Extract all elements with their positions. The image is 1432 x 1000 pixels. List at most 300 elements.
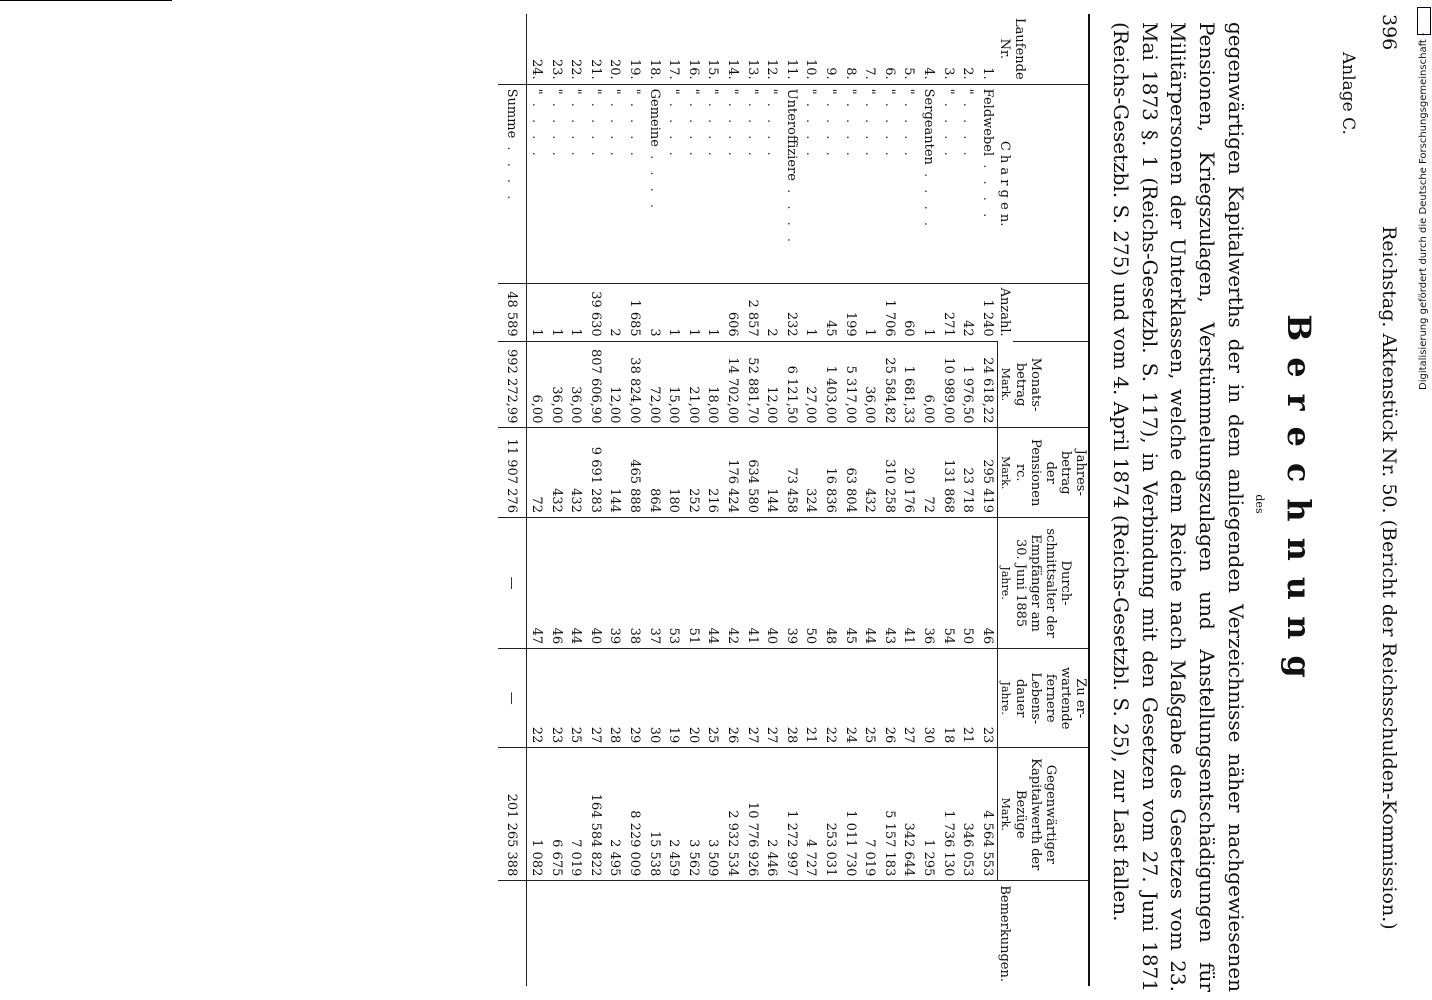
monats-label: Monats-betrag (1013, 357, 1043, 412)
row-lebensdauer: 23 (977, 649, 997, 748)
row-alter: 50 (801, 517, 821, 648)
row-number: 9. (822, 67, 838, 80)
row-lebensdauer: 28 (605, 649, 625, 748)
sum-alter: — (498, 517, 527, 648)
row-kapitalwerth: 5 157 183 (879, 748, 899, 881)
table-row (644, 14, 664, 986)
row-jahresbetrag: 432 (546, 428, 566, 518)
row-charge (586, 84, 606, 283)
leader-dots: . . . . (940, 94, 956, 160)
unit-kapital: Mark. (998, 748, 1014, 881)
row-lebensdauer: 21 (958, 649, 978, 748)
table-row (664, 14, 684, 986)
row-kapitalwerth: 346 053 (958, 748, 978, 881)
row-bemerkung (742, 881, 762, 986)
charge-label: " (666, 88, 682, 95)
row-charge (723, 84, 743, 283)
header-bemerkungen: Bemerkungen. (998, 881, 1090, 986)
header-alter: Durch-schnittsalter der Empfänger am 30. Juni 1885 (1013, 517, 1089, 648)
row-alter: 44 (703, 517, 723, 648)
row-kapitalwerth: 3 562 (684, 748, 704, 881)
row-bemerkung (958, 881, 978, 986)
row-alter: 37 (644, 517, 664, 648)
row-monatsbetrag: 12,00 (605, 341, 625, 428)
row-lebensdauer: 21 (801, 649, 821, 748)
row-bemerkung (801, 881, 821, 986)
row-number: 3. (940, 67, 956, 80)
row-bemerkung (762, 881, 782, 986)
row-monatsbetrag: 12,00 (762, 341, 782, 428)
row-jahresbetrag: 180 (664, 428, 684, 518)
row-jahresbetrag: 864 (644, 428, 664, 518)
row-charge (703, 84, 723, 283)
row-jahresbetrag: 176 424 (723, 428, 743, 518)
row-kapitalwerth: 10 776 926 (742, 748, 762, 881)
row-jahresbetrag: 9 691 283 (586, 428, 606, 518)
row-number: 17. (666, 58, 682, 80)
charge-label: " (803, 88, 819, 95)
row-charge (977, 84, 997, 283)
row-jahresbetrag: 324 (801, 428, 821, 518)
row-monatsbetrag: 15,00 (664, 341, 684, 428)
row-anzahl: 271 (938, 283, 958, 341)
header-nr: Laufende Nr. (998, 14, 1090, 84)
top-rule (0, 0, 172, 1)
sum-bem-cell (498, 881, 527, 986)
row-jahresbetrag: 72 (526, 428, 546, 518)
row-monatsbetrag: 6 121,50 (781, 341, 801, 428)
row-bemerkung (938, 881, 958, 986)
sum-nr-cell (498, 14, 527, 84)
row-kapitalwerth: 15 538 (644, 748, 664, 881)
table-row (801, 14, 821, 986)
title-connector: des (1253, 494, 1266, 514)
row-anzahl: 199 (840, 283, 860, 341)
row-number: 21. (587, 58, 603, 80)
row-kapitalwerth: 1 295 (919, 748, 939, 881)
row-kapitalwerth: 2 932 534 (723, 748, 743, 881)
row-charge (879, 84, 899, 283)
leader-dots: . . . . (646, 146, 662, 213)
leader-dots: . . . . (920, 164, 936, 230)
unit-lebensdauer: Jahre. (998, 649, 1014, 748)
row-charge (840, 84, 860, 283)
table-row (625, 14, 645, 986)
row-charge (566, 84, 586, 283)
charge-label: " (842, 88, 858, 95)
row-bemerkung (840, 881, 860, 986)
charge-label: Unteroffiziere (783, 88, 799, 181)
charge-label: " (881, 88, 897, 95)
row-bemerkung (723, 881, 743, 986)
row-charge (742, 84, 762, 283)
row-anzahl: 2 (762, 283, 782, 341)
row-alter: 36 (919, 517, 939, 648)
row-lebensdauer: 27 (899, 649, 919, 748)
row-monatsbetrag: 72,00 (644, 341, 664, 428)
leader-dots: . . . . (960, 94, 976, 160)
jahres-label: Jahres-betrag (1058, 449, 1088, 496)
table-row (977, 14, 997, 986)
watermark-text: Digitalisierung gefördert durch die Deutsche Forschungsgemeinschaft - (1418, 32, 1429, 390)
charge-label: " (862, 88, 878, 95)
row-alter: 46 (546, 517, 566, 648)
table-row (821, 14, 841, 986)
row-jahresbetrag: 634 580 (742, 428, 762, 518)
leader-dots: . . . . (607, 94, 623, 160)
charge-label: " (901, 88, 917, 95)
row-lebensdauer: 20 (684, 649, 704, 748)
charge-label: " (607, 88, 623, 95)
row-anzahl: 1 240 (977, 283, 997, 341)
running-header (1372, 14, 1400, 994)
row-alter: 38 (625, 517, 645, 648)
unit-monats: Mark. (998, 341, 1014, 428)
row-anzahl: 2 (605, 283, 625, 341)
row-kapitalwerth: 1 272 997 (781, 748, 801, 881)
row-number: 14. (724, 58, 740, 80)
row-kapitalwerth: 7 019 (860, 748, 880, 881)
header-monatsbetrag (1013, 341, 1089, 428)
row-lebensdauer: 27 (742, 649, 762, 748)
row-anzahl: 1 (860, 283, 880, 341)
row-lebensdauer: 24 (840, 649, 860, 748)
row-alter: 40 (586, 517, 606, 648)
row-jahresbetrag: 310 258 (879, 428, 899, 518)
row-jahresbetrag: 20 176 (899, 428, 919, 518)
row-jahresbetrag: 16 836 (821, 428, 841, 518)
row-anzahl: 1 (684, 283, 704, 341)
row-alter: 53 (664, 517, 684, 648)
header-lebensdauer: Zu er-wartende fernere Lebens-dauer (1013, 649, 1089, 748)
row-alter: 43 (879, 517, 899, 648)
charge-label: " (724, 88, 740, 95)
row-charge (821, 84, 841, 283)
intro-paragraph: gegenwärtigen Kapitalwerths der in dem anliegenden Verzeichnisse näher nachgewiesenen Pensionen, Kriegszulagen, Verstümmelungszulagen und Anstellungsentschädigungen für Militärpersonen der Unterklassen, welche dem Reiche nach Maßgabe des Gesetzes vom 23. Mai 1873 §. 1 (Reichs-Gesetzbl. S. 117), in Verbindung mit den Gesetzen vom 27. Juni 1871 (Reichs-Gesetzbl. S. 275) und vom 4. April 1874 (Reichs-Gesetzbl. S. 25), zur Last fallen. (1108, 22, 1248, 992)
table-row (742, 14, 762, 986)
sum-dauer: — (498, 649, 527, 748)
leader-dots: . . . . (685, 94, 701, 160)
table-row (879, 14, 899, 986)
table-row (526, 14, 546, 986)
row-charge (801, 84, 821, 283)
row-lebensdauer: 27 (586, 649, 606, 748)
row-number: 22. (568, 58, 584, 80)
row-alter: 48 (821, 517, 841, 648)
row-bemerkung (684, 881, 704, 986)
row-number: 24. (529, 58, 545, 80)
row-charge (899, 84, 919, 283)
leader-dots: . . . . (842, 94, 858, 160)
charge-label: " (960, 88, 976, 95)
leader-dots: . . . . (587, 94, 603, 160)
row-number: 23. (548, 58, 564, 80)
row-anzahl: 1 (546, 283, 566, 341)
row-number: 19. (627, 58, 643, 80)
sum-monats: 992 272,99 (498, 341, 527, 428)
row-lebensdauer: 25 (566, 649, 586, 748)
row-number: 16. (685, 58, 701, 80)
row-number: 20. (607, 58, 623, 80)
table-row (899, 14, 919, 986)
header-anzahl: Anzahl. (998, 283, 1090, 341)
row-charge (546, 84, 566, 283)
row-monatsbetrag: 36,00 (566, 341, 586, 428)
header-kapitalwerth: Gegenwärtiger Kapitalwerth der Bezüge (1013, 748, 1089, 881)
table-row (605, 14, 625, 986)
row-jahresbetrag: 432 (566, 428, 586, 518)
row-jahresbetrag: 73 458 (781, 428, 801, 518)
anlage-label: Anlage C. (1338, 52, 1358, 135)
row-monatsbetrag: 38 824,00 (625, 341, 645, 428)
charge-label: " (587, 88, 603, 95)
row-anzahl: 2 857 (742, 283, 762, 341)
leader-dots: . . . . (724, 94, 740, 160)
page-number: 396 (1378, 14, 1400, 51)
row-monatsbetrag: 25 584,82 (879, 341, 899, 428)
table-row (723, 14, 743, 986)
row-number: 7. (862, 67, 878, 80)
header-jahresbetrag (1013, 428, 1089, 518)
pensionen-label: der Pensionen rc. (1013, 439, 1058, 507)
document-title: Berechnung (1280, 314, 1318, 694)
row-charge (526, 84, 546, 283)
row-kapitalwerth: 3 509 (703, 748, 723, 881)
row-kapitalwerth: 6 675 (546, 748, 566, 881)
row-bemerkung (879, 881, 899, 986)
charge-label: " (764, 88, 780, 95)
row-anzahl: 60 (899, 283, 919, 341)
table-row (860, 14, 880, 986)
row-kapitalwerth: 1 736 130 (938, 748, 958, 881)
leader-dots: . . . . (901, 94, 917, 160)
row-lebensdauer: 27 (762, 649, 782, 748)
row-anzahl: 1 (919, 283, 939, 341)
sum-label (498, 84, 527, 283)
row-jahresbetrag: 144 (762, 428, 782, 518)
row-monatsbetrag: 36,00 (860, 341, 880, 428)
row-bemerkung (919, 881, 939, 986)
leader-dots: . . . . (744, 94, 760, 160)
row-charge (644, 84, 664, 283)
unit-jahres: Mark. (998, 428, 1014, 518)
row-anzahl: 1 (801, 283, 821, 341)
row-charge (684, 84, 704, 283)
row-alter: 51 (684, 517, 704, 648)
row-jahresbetrag: 131 868 (938, 428, 958, 518)
leader-dots: . . . . (529, 94, 545, 160)
row-charge (938, 84, 958, 283)
row-bemerkung (605, 881, 625, 986)
row-bemerkung (664, 881, 684, 986)
row-jahresbetrag: 252 (684, 428, 704, 518)
sum-anzahl: 48 589 (498, 283, 527, 341)
charge-label: " (568, 88, 584, 95)
row-kapitalwerth: 164 584 822 (586, 748, 606, 881)
unit-alter: Jahre. (998, 517, 1014, 648)
row-anzahl: 606 (723, 283, 743, 341)
row-lebensdauer: 18 (938, 649, 958, 748)
row-lebensdauer: 25 (860, 649, 880, 748)
row-charge (664, 84, 684, 283)
leader-dots: . . . . (881, 94, 897, 160)
table-row (703, 14, 723, 986)
table-row (762, 14, 782, 986)
row-jahresbetrag: 216 (703, 428, 723, 518)
sum-label-text: Summe (504, 88, 520, 139)
charge-label: Sergeanten (920, 88, 936, 165)
row-anzahl: 1 (703, 283, 723, 341)
row-alter: 44 (860, 517, 880, 648)
row-number: 2. (960, 67, 976, 80)
leader-dots: . . . . (568, 94, 584, 160)
running-title: Reichstag. Aktenstück Nr. 50. (Bericht der Reichsschulden-Kommission.) (1378, 226, 1400, 930)
row-kapitalwerth: 4 564 553 (977, 748, 997, 881)
row-anzahl: 39 630 (586, 283, 606, 341)
row-monatsbetrag: 1 976,50 (958, 341, 978, 428)
row-anzahl: 1 685 (625, 283, 645, 341)
row-alter: 50 (958, 517, 978, 648)
leader-dots: . . . . (979, 156, 995, 222)
row-monatsbetrag: 6,00 (919, 341, 939, 428)
row-anzahl: 3 (644, 283, 664, 341)
row-lebensdauer: 22 (821, 649, 841, 748)
charge-label: " (705, 88, 721, 95)
row-monatsbetrag: 52 881,70 (742, 341, 762, 428)
row-number: 1. (979, 67, 995, 80)
row-anzahl: 45 (821, 283, 841, 341)
leader-dots: . . . . (822, 94, 838, 160)
row-charge (762, 84, 782, 283)
sum-kapital: 201 265 388 (498, 748, 527, 881)
row-kapitalwerth: 342 644 (899, 748, 919, 881)
row-number: 10. (803, 58, 819, 80)
charge-label: " (744, 88, 760, 95)
row-number: 6. (881, 67, 897, 80)
leader-dots: . . . . (783, 180, 799, 247)
charge-label: " (822, 88, 838, 95)
row-monatsbetrag: 21,00 (684, 341, 704, 428)
charge-label: " (627, 88, 643, 95)
calculation-table (498, 14, 1090, 986)
row-charge (781, 84, 801, 283)
row-number: 12. (764, 58, 780, 80)
sum-jahres: 11 907 276 (498, 428, 527, 518)
row-bemerkung (625, 881, 645, 986)
charge-label: " (940, 88, 956, 95)
leader-dots: . . . . (803, 94, 819, 160)
row-jahresbetrag: 144 (605, 428, 625, 518)
row-bemerkung (977, 881, 997, 986)
header-chargen: C h a r g e n. (998, 84, 1090, 283)
row-monatsbetrag: 5 317,00 (840, 341, 860, 428)
row-monatsbetrag: 24 618,22 (977, 341, 997, 428)
row-kapitalwerth: 7 019 (566, 748, 586, 881)
row-number: 5. (901, 67, 917, 80)
row-monatsbetrag: 10 989,00 (938, 341, 958, 428)
row-monatsbetrag: 36,00 (546, 341, 566, 428)
row-charge (860, 84, 880, 283)
row-charge (958, 84, 978, 283)
row-lebensdauer: 30 (919, 649, 939, 748)
row-monatsbetrag: 27,00 (801, 341, 821, 428)
row-charge (919, 84, 939, 283)
leader-dots: . . . . (862, 94, 878, 160)
row-charge (605, 84, 625, 283)
table-row (586, 14, 606, 986)
row-jahresbetrag: 465 888 (625, 428, 645, 518)
digitization-watermark (1418, 32, 1432, 401)
row-number: 8. (842, 67, 858, 80)
row-alter: 45 (840, 517, 860, 648)
row-jahresbetrag: 72 (919, 428, 939, 518)
charge-label: Feldwebel (979, 88, 995, 157)
row-number: 13. (744, 58, 760, 80)
row-monatsbetrag: 1 403,00 (821, 341, 841, 428)
row-jahresbetrag: 63 804 (840, 428, 860, 518)
row-lebensdauer: 25 (703, 649, 723, 748)
table-row (566, 14, 586, 986)
row-lebensdauer: 22 (526, 649, 546, 748)
row-bemerkung (526, 881, 546, 986)
table-row (781, 14, 801, 986)
row-monatsbetrag: 6,00 (526, 341, 546, 428)
table-body (526, 14, 997, 986)
row-lebensdauer: 30 (644, 649, 664, 748)
document-page (0, 14, 1400, 994)
table-row (958, 14, 978, 986)
row-lebensdauer: 23 (546, 649, 566, 748)
leader-dots: . . . . (548, 94, 564, 160)
row-alter: 44 (566, 517, 586, 648)
table-row (919, 14, 939, 986)
row-lebensdauer: 26 (879, 649, 899, 748)
row-kapitalwerth: 2 446 (762, 748, 782, 881)
row-alter: 46 (977, 517, 997, 648)
charge-label: " (529, 88, 545, 95)
table-row (546, 14, 566, 986)
row-lebensdauer: 26 (723, 649, 743, 748)
leader-dots: . . . . (764, 94, 780, 160)
row-number: 11. (783, 58, 799, 80)
leader-dots: . . . . (627, 94, 643, 160)
leader-dots: . . . . (705, 94, 721, 160)
row-lebensdauer: 19 (664, 649, 684, 748)
row-kapitalwerth: 4 727 (801, 748, 821, 881)
row-kapitalwerth: 1 082 (526, 748, 546, 881)
sum-row (498, 14, 527, 986)
row-alter: 41 (742, 517, 762, 648)
charge-label: " (685, 88, 701, 95)
row-bemerkung (860, 881, 880, 986)
row-kapitalwerth: 253 031 (821, 748, 841, 881)
row-jahresbetrag: 23 718 (958, 428, 978, 518)
row-bemerkung (644, 881, 664, 986)
row-alter: 39 (781, 517, 801, 648)
leader-dots: . . . . (666, 94, 682, 160)
row-anzahl: 1 (526, 283, 546, 341)
row-monatsbetrag: 1 681,33 (899, 341, 919, 428)
row-alter: 47 (526, 517, 546, 648)
table-row (684, 14, 704, 986)
row-monatsbetrag: 807 606,90 (586, 341, 606, 428)
row-number: 15. (705, 58, 721, 80)
row-kapitalwerth: 8 229 009 (625, 748, 645, 881)
row-lebensdauer: 29 (625, 649, 645, 748)
row-bemerkung (546, 881, 566, 986)
row-number: 4. (920, 67, 936, 80)
row-bemerkung (821, 881, 841, 986)
